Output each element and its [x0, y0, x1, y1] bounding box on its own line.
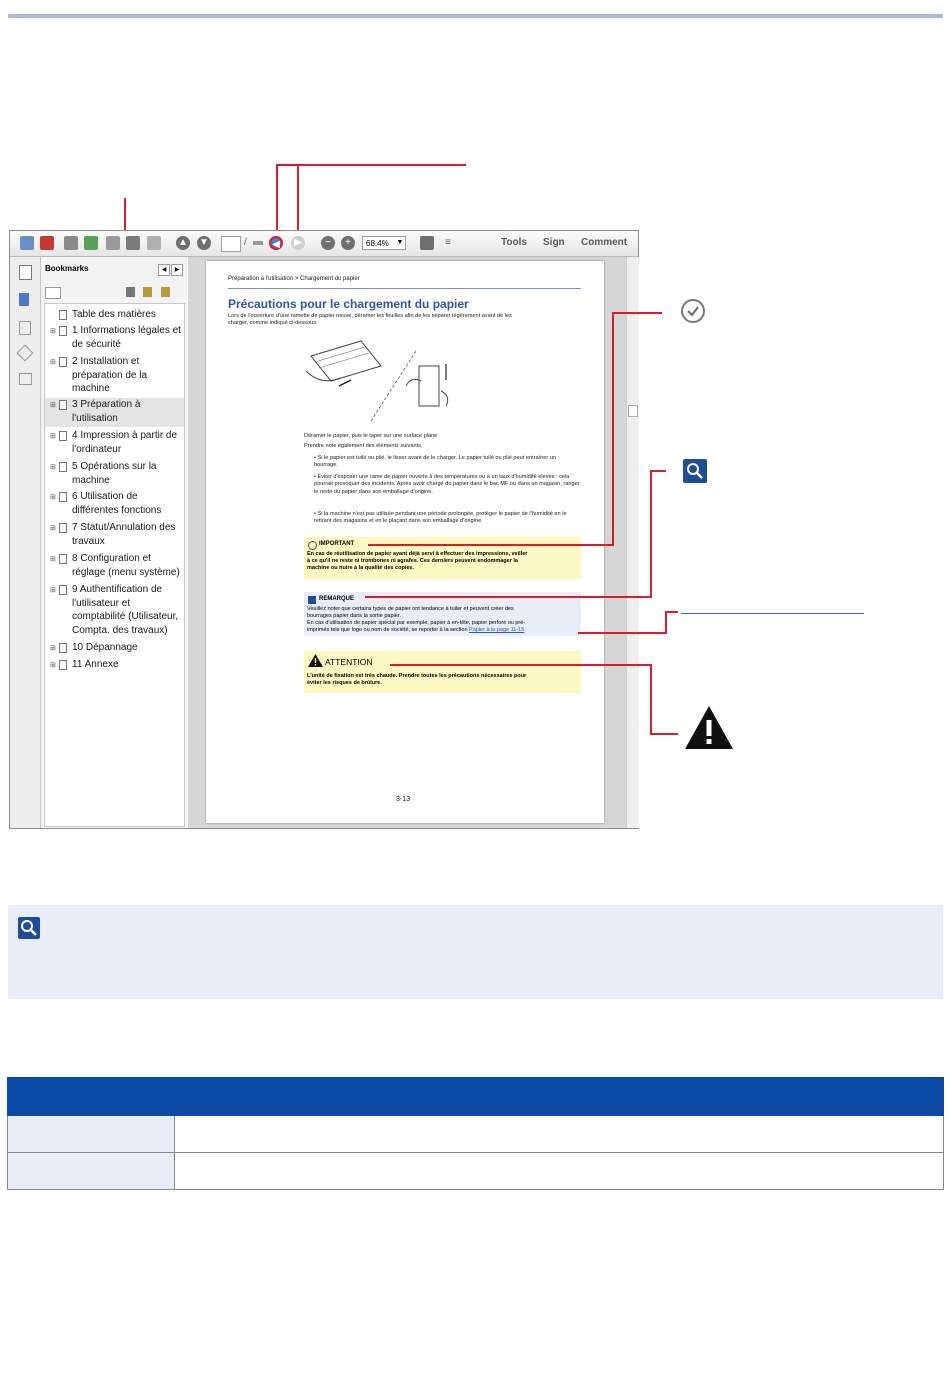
check-circle-icon — [681, 299, 705, 323]
warning-triangle-icon — [308, 654, 323, 667]
expand-icon[interactable]: ⊞ — [50, 402, 56, 409]
table-header-row — [8, 1078, 944, 1116]
email-icon[interactable] — [147, 236, 161, 250]
edit-icon[interactable] — [64, 236, 78, 250]
page-separator: / — [244, 237, 247, 248]
callout-line — [650, 733, 678, 735]
save-icon[interactable] — [106, 236, 120, 250]
expand-icon[interactable]: ⊞ — [50, 587, 56, 594]
cross-reference-link[interactable]: Papier à la page 11-15 — [469, 627, 525, 633]
expand-icon[interactable]: ⊞ — [50, 556, 56, 563]
close-panel-icon[interactable]: ▶ — [171, 264, 183, 276]
note-box — [8, 905, 943, 999]
note-magnifier-icon — [18, 917, 40, 939]
expand-icon[interactable]: ⊞ — [50, 359, 56, 366]
page-icon — [59, 310, 67, 320]
expand-icon[interactable]: ⊞ — [50, 433, 56, 440]
link-indicator-line — [681, 613, 864, 614]
create-icon[interactable] — [20, 236, 34, 250]
zoom-in-icon[interactable]: + — [341, 236, 355, 250]
new-bookmark-icon[interactable] — [143, 287, 152, 297]
page-icon — [59, 554, 67, 564]
page-icon — [59, 357, 67, 367]
callout-line — [578, 632, 667, 634]
next-view-icon[interactable]: ▶ — [291, 236, 305, 250]
bookmark-item[interactable]: ⊞ 4 Impression à partir de l'ordinateur — [50, 430, 178, 455]
fit-page-icon[interactable] — [420, 236, 434, 250]
callout-line — [650, 664, 652, 735]
attention-label: ATTENTION — [325, 657, 373, 667]
bullet-item: • Si le papier est tuilé ou plié, le lisser avant de le charger. Le papier tuilé ou plié peut entraîner un bourrage. — [314, 455, 557, 469]
delete-bookmark-icon[interactable] — [126, 287, 135, 297]
breadcrumb-rule — [228, 288, 581, 289]
callout-line — [276, 164, 466, 166]
table-cell — [175, 1153, 944, 1190]
pages-icon[interactable] — [19, 265, 32, 280]
tools-button[interactable]: Tools — [501, 237, 527, 248]
bookmark-item[interactable]: ⊞ 9 Authentification de l'utilisateur et comptabilité (Utilisateur, Compta. des travaux) — [50, 584, 179, 636]
page-icon — [59, 462, 67, 472]
callout-line — [297, 164, 299, 240]
page-icon — [59, 400, 67, 410]
table-header-cell — [175, 1078, 944, 1116]
document-page — [206, 261, 604, 823]
table-cell — [8, 1116, 175, 1153]
navigation-strip — [10, 257, 41, 828]
legend-table — [7, 1077, 944, 1190]
table-row — [8, 1153, 944, 1190]
table-header-cell — [8, 1078, 175, 1116]
breadcrumb: Préparation à l'utilisation > Chargement du papier — [228, 276, 360, 282]
remarque-text: Veuillez noter que certains types de papier ont tendance à tuiler et peuvent créer des bourrages papier dans la sortie papier. En cas d'utilisation de papier spécial par exemple, papier à en-tête, papier perforé ou pré- imprimés tels que logo ou nom de société, se reporter à la section Papier à la page 11-15 — [307, 606, 526, 633]
reader-toolbar — [10, 231, 638, 257]
bookmark-item[interactable]: ⊞ 6 Utilisation de différentes fonctions — [50, 491, 162, 516]
sign-button[interactable]: Sign — [543, 237, 565, 248]
check-circle-icon — [308, 541, 317, 550]
page-icon — [59, 660, 67, 670]
collapse-panel-icon[interactable]: ◀ — [158, 264, 170, 276]
bookmark-list — [44, 303, 185, 827]
paper-illustration — [301, 336, 461, 426]
table-cell — [175, 1116, 944, 1153]
header-rule — [8, 14, 943, 18]
bookmark-item[interactable]: ⊞ 5 Opérations sur la machine — [50, 461, 157, 486]
bookmarks-title: Bookmarks — [45, 264, 89, 273]
bookmarks-panel — [41, 257, 187, 828]
expand-icon[interactable]: ⊞ — [50, 464, 56, 471]
callout-line — [650, 470, 652, 598]
page-icon — [59, 326, 67, 336]
bookmarks-icon[interactable] — [19, 293, 29, 306]
scroll-thumb[interactable] — [628, 405, 638, 417]
more-icon[interactable]: ≡ — [445, 237, 451, 248]
page-icon — [59, 643, 67, 653]
warning-triangle-icon — [684, 705, 734, 750]
remarque-label: REMARQUE — [319, 596, 355, 602]
attention-box — [304, 651, 581, 693]
page-title: Précautions pour le chargement du papier — [228, 297, 469, 311]
expand-bookmark-icon[interactable] — [161, 287, 170, 297]
pdf-icon[interactable] — [40, 236, 54, 250]
note-magnifier-icon — [683, 459, 707, 483]
expand-icon[interactable]: ⊞ — [50, 662, 56, 669]
layers-icon[interactable] — [17, 345, 34, 362]
illustration-caption: Déramer le papier, puis le taper sur une surface plane — [304, 433, 438, 439]
callout-line — [665, 611, 678, 613]
page-icon — [59, 523, 67, 533]
table-cell — [8, 1153, 175, 1190]
signatures-icon[interactable] — [19, 373, 32, 385]
bullet-item: • Si la machine n'est pas utilisée pendant une période prolongée, protéger le papier de l'humidité en le retirant des magasins et en le plaçant dans son emballage d'origine. — [314, 511, 567, 525]
callout-line — [276, 164, 278, 240]
pdf-reader-window — [9, 230, 639, 829]
note-magnifier-icon — [308, 596, 316, 604]
page-icon — [59, 492, 67, 502]
table-row — [8, 1116, 944, 1153]
bookmark-item[interactable]: ⊞ 7 Statut/Annulation des travaux — [50, 522, 176, 547]
upload-icon[interactable] — [84, 236, 98, 250]
bookmark-item-selected[interactable]: ⊞ 3 Préparation à l'utilisation — [45, 398, 184, 427]
options-icon[interactable] — [45, 287, 61, 299]
bookmark-item[interactable]: ⊞ 1 Informations légales et de sécurité — [50, 325, 181, 350]
important-label: IMPORTANT — [319, 541, 355, 547]
zoom-out-icon[interactable]: − — [321, 236, 335, 250]
bullet-item: • Éviter d'exposer une rame de papier ouverte à des températures ou à un taux d'humidité élevés : cela pourrait provoquer des incidents. Après avoir chargé du papier dans le bac MF ou dans un magasin, ranger le reste du papier dans son emballage d'origine. — [314, 474, 580, 495]
zoom-level-field[interactable]: 68.4% — [362, 236, 406, 250]
vertical-scrollbar[interactable] — [626, 257, 639, 828]
page-number: 3-13 — [396, 796, 411, 803]
comment-button[interactable]: Comment — [581, 237, 628, 248]
callout-line — [368, 544, 614, 546]
next-page-icon[interactable]: ▼ — [197, 236, 211, 250]
callout-line — [665, 611, 667, 634]
page-icon — [59, 431, 67, 441]
note-lead: Prendre note également des éléments suivants. — [304, 443, 423, 449]
important-text: En cas de réutilisation de papier ayant déjà servi à effectuer des impressions, veiller à ce qu'il ne reste ni trombones ni agrafes. Ces derniers peuvent endommager la machine ou nuire à la qualité des copies. — [307, 551, 528, 571]
bookmark-item[interactable]: ⊞ 2 Installation et préparation de la machine — [50, 356, 148, 394]
attachments-icon[interactable] — [19, 321, 31, 335]
bookmark-item[interactable]: ⊞ 11 Annexe — [45, 658, 184, 673]
document-viewer[interactable] — [188, 257, 626, 828]
expand-icon[interactable]: ⊞ — [50, 525, 56, 532]
expand-icon[interactable]: ⊞ — [50, 494, 56, 501]
callout-line — [612, 312, 614, 546]
callout-line — [365, 596, 651, 598]
page-count — [253, 241, 263, 245]
callout-line — [390, 664, 652, 666]
bookmark-item[interactable]: ⊞ 8 Configuration et réglage (menu système) — [50, 553, 180, 578]
zoom-dropdown-icon[interactable]: ▼ — [396, 239, 404, 246]
bookmark-item[interactable]: Table des matières — [45, 308, 184, 322]
callout-line — [612, 312, 662, 314]
print-icon[interactable] — [126, 236, 140, 250]
expand-icon[interactable]: ⊞ — [50, 645, 56, 652]
remarque-box — [304, 592, 581, 636]
attention-text: L'unité de fixation est très chaude. Prendre toutes les précautions nécessaires pour éviter les risques de brûlure. — [307, 673, 527, 686]
callout-line — [650, 470, 666, 472]
previous-page-icon[interactable]: ▲ — [176, 236, 190, 250]
previous-view-icon[interactable]: ◀ — [269, 236, 283, 250]
page-number-input[interactable] — [221, 236, 241, 252]
expand-icon[interactable]: ⊞ — [50, 328, 56, 335]
page-icon — [59, 585, 67, 595]
bookmark-item[interactable]: ⊞ 10 Dépannage — [45, 641, 184, 656]
intro-text: Lors de l'ouverture d'une ramette de papier neuve, déramer les feuilles afin de les séparer légèrement avant de les charger, comme indiqué ci-dessous. — [228, 313, 512, 327]
